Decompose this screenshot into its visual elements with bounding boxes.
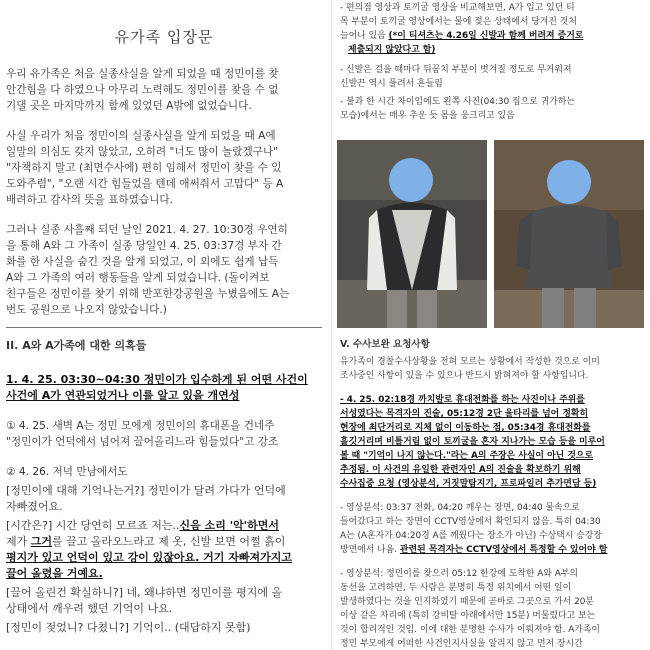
item2-q2b-line bbox=[6, 534, 285, 550]
item2-q3-cont: 상태에서 깨우려 했던 기억이 나요. bbox=[6, 602, 173, 615]
req3-line-4: 이상 같은 자리에 (특히 강비탈 아래에서만 15분) 머물렀다고 보는 bbox=[340, 611, 596, 621]
req2-line-4-text: 방면에서 나옴. bbox=[340, 545, 398, 555]
req3-line-5: 것이 합리적인 것임. 이에 대한 분명한 수사가 이뤄져야 함. A가족이 bbox=[340, 625, 601, 635]
req1-line-7: 수사집중 요청 (영상분석, 거짓말탐지기, 프로파일러 추가면담 등) bbox=[340, 479, 597, 489]
req1-line-4: 흘깃거리며 비틀거림 없이 토끼굴을 혼자 지나가는 모습 등을 미루어 bbox=[340, 437, 605, 447]
item2-q4-line: [정민이 젖었니? 다쳤니?] 기억이.. (대답하지 못함) bbox=[6, 621, 251, 634]
top-line-3 bbox=[340, 30, 583, 43]
point1-line-1: 1. 4. 25. 03:30~04:30 정민이가 입수하게 된 어떤 사건이 bbox=[6, 373, 308, 386]
top-emphasis-1: (*이 티셔츠는 4.26일 신발과 함께 버려져 증거로 bbox=[388, 31, 584, 41]
section-v-heading: V. 수사보완 요청사항 bbox=[340, 339, 430, 350]
para3-line-5: 친구들은 정민이를 찾기 위해 반포한강공원을 누볐음에도 A는 bbox=[6, 288, 290, 300]
para2-line-3: "자책하지 말고 (최면수사에) 편히 임해서 정민이 찾을 수 있 bbox=[6, 162, 282, 174]
item2-q2d-line: 끌어 올렸을 거예요. bbox=[6, 567, 103, 580]
para1-line-2: 안간힘을 다 하였으나 아무리 노력해도 정민이를 찾을 수 없 bbox=[6, 84, 279, 96]
item2-q2c-line: 평지가 있고 언덕이 있고 강이 있잖아요. 거기 자빠져가지고 bbox=[6, 551, 293, 564]
cctv-photo-right bbox=[494, 140, 644, 328]
item2-q1-line: [정민이에 대해 기억나는거?] 정민이가 달려 가다가 언덕에 bbox=[6, 484, 286, 497]
bullet3-line-2: 모습)에서는 매우 추운 듯 몸을 웅크리고 있음 bbox=[340, 111, 515, 121]
req1-line-6: 추정됨. 이 사건의 유일한 관련자인 A의 진술을 확보하기 위해 bbox=[340, 465, 581, 475]
req3-line-1: - 영상분석: 정민이를 찾으러 05:12 한강에 도착한 A와 A부의 bbox=[340, 569, 578, 579]
section-heading-2: II. A와 A가족에 대한 의혹들 bbox=[6, 339, 147, 352]
cctv-photo-left bbox=[337, 140, 487, 328]
req1-line-5: 볼 때 "기억이 나지 않는다."라는 A의 주장은 사실이 아닌 것으로 bbox=[340, 451, 594, 461]
req3-line-2: 동선을 고려하면, 두 사람은 분명히 특정 위치에서 어떤 일이 bbox=[340, 583, 572, 593]
statement-title: 유가족 입장문 bbox=[114, 28, 214, 46]
req1-line-3: 현장에 최단거리로 지체 없이 이동하는 점, 05:34경 휴대전화를 bbox=[340, 423, 591, 433]
req3-line-3: 발생하였다는 것을 인지하였기 때문에 곧바로 그곳으로 가서 20분 bbox=[340, 597, 594, 607]
para2-line-5: 배려하고 감사의 뜻을 표하였습니다. bbox=[6, 194, 173, 206]
point1-line-2: 사건에 A가 연관되었거나 이를 알고 있을 개연성 bbox=[6, 389, 240, 402]
req1-line-2: 서성였다는 목격자의 진술, 05:12경 2단 울타리를 넘어 정확히 bbox=[340, 409, 589, 419]
para3-line-2: 을 통해 A와 그 가족이 실종 당일인 4. 25. 03:37경 부자 간 bbox=[6, 240, 282, 252]
top-emphasis-2: 제출되지 않았다고 함) bbox=[348, 45, 436, 55]
top-line-3-text: 늘어나 있음 bbox=[340, 31, 386, 41]
blurred-face-left bbox=[389, 158, 433, 202]
item2-q2-emphasis: 신음 소리 '악'하면서 bbox=[179, 519, 279, 532]
top-line-2: 목 부분이 토끼굴 영상에서는 물에 젖은 상태에서 당겨진 것처 bbox=[340, 17, 577, 27]
para2-line-1: 사실 우리가 처음 정민이의 실종사실을 알게 되었을 때 A에 bbox=[6, 130, 276, 142]
para1-line-1: 우리 유가족은 처음 실종사실을 알게 되었을 때 정민이를 찾 bbox=[6, 68, 279, 80]
bullet3-line-1: - 불과 한 시간 차이임에도 왼쪽 사진(04:30 집으로 귀가하는 bbox=[340, 97, 575, 107]
req2-line-1: - 영상분석: 03:37 전화, 04:20 깨우는 장면, 04:40 물속으로 bbox=[340, 503, 580, 513]
divider bbox=[6, 327, 322, 328]
item2-q2b-prefix: 제가 bbox=[6, 535, 31, 548]
blurred-face-right bbox=[547, 160, 591, 204]
para2-line-4: 도와주렴", "오랜 시간 힘들었을 텐데 애써줘서 고맙다" 등 A bbox=[6, 178, 284, 190]
req3-line-6: 정민 부모에게 어떠한 사건인지사실을 알리지 않고 먼저 장시간 bbox=[340, 639, 583, 649]
para2-line-2: 일말의 의심도 갖지 않았고, 오히려 "너도 많이 놀랐겠구나" bbox=[6, 146, 279, 158]
item1-line-1: ① 4. 25. 새벽 A는 정민 모에게 정민이의 휴대폰을 건네주 bbox=[6, 420, 275, 432]
para3-line-4: A와 그 가족의 여러 행동들을 알게 되었습니다. (돌이켜보 bbox=[6, 272, 270, 284]
req2-line-3: A는 (A혼자가 04:20경 A를 깨웠다는 장소가 아닌) 수상택시 승강장 bbox=[340, 531, 602, 541]
item2-q2b-text: 를 끌고 올라오느라고 제 옷, 신발 보면 어쩔 흙이 bbox=[52, 535, 286, 548]
item1-line-2: "정민이가 언덕에서 넘어져 끌어올리느라 힘들었다"고 강조 bbox=[6, 436, 279, 448]
para1-line-3: 기댈 곳은 마지막까지 함께 있었던 A밖에 없었습니다. bbox=[6, 100, 252, 112]
item2-heading: ② 4. 26. 저녁 만남에서도 bbox=[6, 466, 128, 478]
intro-line-1: 유가족이 경찰수사상황을 전혀 모르는 상황에서 작성한 것으로 이미 bbox=[340, 357, 600, 367]
item2-q2b-emphasis: 그거 bbox=[30, 535, 53, 548]
top-line-1: - 편의점 영상과 토끼굴 영상을 비교해보면, A가 입고 있던 티 bbox=[340, 3, 575, 13]
para3-line-6: 번도 공원으로 나오지 않았습니다.) bbox=[6, 304, 167, 316]
para3-line-1: 그러나 실종 사흘째 되던 날인 2021. 4. 27. 10:30경 우연히 bbox=[6, 224, 288, 236]
item2-q1-cont: 자빠졌어요. bbox=[6, 500, 63, 513]
item2-q2-line bbox=[6, 518, 279, 534]
item2-q3-line: [끌어 올린건 확실하니?] 네, 왜냐하면 정민이를 평지에 올 bbox=[6, 586, 283, 599]
intro-line-2: 조사중인 사항이 있을 수 있으나 반드시 밝혀져야 할 사항입니다. bbox=[340, 371, 589, 381]
para3-line-3: 화를 한 사실을 숨긴 것을 알게 되었고, 이 외에도 쉽게 납득 bbox=[6, 256, 279, 268]
item2-q2-text: [시간은?] 시간 당연히 모르죠 저는.. bbox=[6, 519, 180, 532]
req2-line-4 bbox=[340, 544, 607, 557]
req2-emphasis: 관련된 목격자는 CCTV영상에서 특정할 수 있어야 함 bbox=[399, 545, 608, 555]
req2-line-2: 들어갔다고 하는 장면이 CCTV영상에서 확인되지 않음. 특히 04:30 bbox=[340, 517, 601, 527]
bullet2-line-2: 신발끈 역시 풀려서 흔들림 bbox=[340, 79, 443, 89]
bullet2-line-1: - 신발은 걸을 때마다 뒤꿈치 부분이 벗겨질 정도로 무거워져 bbox=[340, 65, 572, 75]
req1-line-1: - 4. 25. 02:18경 까치발로 휴대전화를 하는 사진이나 주위를 bbox=[340, 395, 585, 405]
right-document-page bbox=[331, 0, 650, 650]
